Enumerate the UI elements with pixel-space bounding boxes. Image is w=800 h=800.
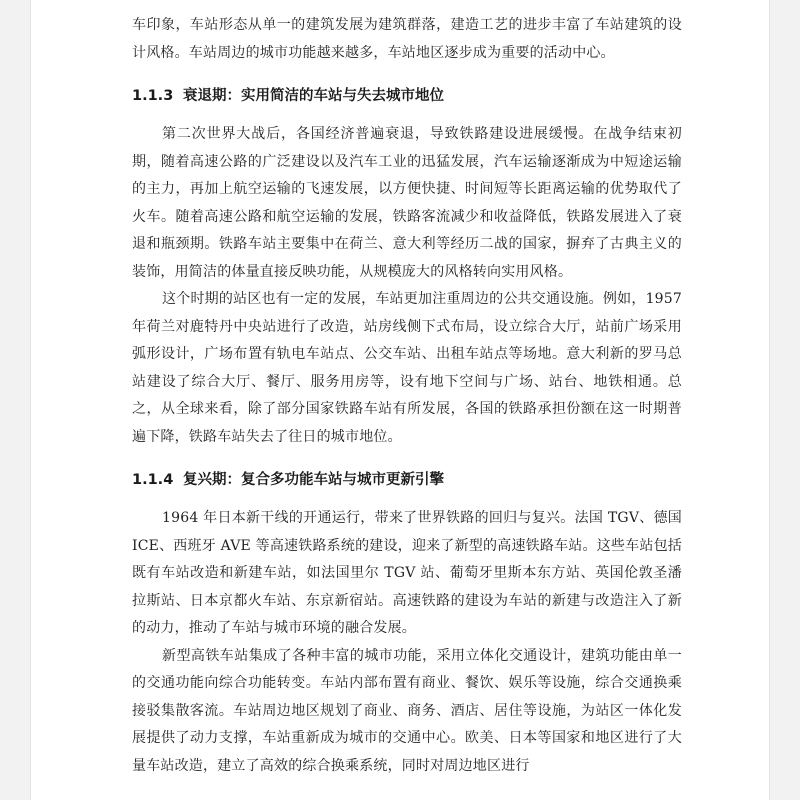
section-heading-1-1-3 (132, 86, 682, 106)
section-title: 衰退期：实用简洁的车站与失去城市地位 (183, 88, 444, 104)
section-number: 1.1.3 (132, 88, 174, 104)
paragraph: 1964 年日本新干线的开通运行，带来了世界铁路的回归与复兴。法国 TGV、德国 ICE、西班牙 AVE 等高速铁路系统的建设，迎来了新型的高速铁路车站。这些车站包括既有车站改造和新建车站，如法国里尔 TGV 站、葡萄牙里斯本东方站、英国伦敦圣潘拉斯站、日本京都火车站、东京新宿站。高速铁路的建设为车站的新建与改造注入了新的动力，推动了车站与城市环境的融合发展。 (132, 510, 682, 636)
paragraph: 第二次世界大战后，各国经济普遍衰退，导致铁路建设进展缓慢。在战争结束初期，随着高速公路的广泛建设以及汽车工业的迅猛发展，汽车运输逐渐成为中短途运输的主力，再加上航空运输的飞速发展，以方便快捷、时间短等长距离运输的优势取代了火车。随着高速公路和航空运输的发展，铁路客流减少和收益降低，铁路发展进入了衰退和瓶颈期。铁路车站主要集中在荷兰、意大利等经历二战的国家，摒弃了古典主义的装饰，用简洁的体量直接反映功能，从规模庞大的风格转向实用风格。 (132, 126, 682, 280)
paragraph: 这个时期的站区也有一定的发展，车站更加注重周边的公共交通设施。例如，1957 年荷兰对鹿特丹中央站进行了改造，站房线侧下式布局，设立综合大厅，站前广场采用弧形设计，广场布置有轨电车站点、公交车站、出租车站点等场地。意大利新的罗马总站建设了综合大厅、餐厅、服务用房等，设有地下空间与广场、站台、地铁相通。总之，从全球来看，除了部分国家铁路车站有所发展，各国的铁路承担份额在这一时期普遍下降，铁路车站失去了往日的城市地位。 (132, 291, 682, 445)
paragraph: 新型高铁车站集成了各种丰富的城市功能，采用立体化交通设计，建筑功能由单一的交通功能向综合功能转变。车站内部布置有商业、餐饮、娱乐等设施，综合交通换乘接驳集散客流。车站周边地区规划了商业、商务、酒店、居住等设施，为站区一体化发展提供了动力支撑，车站重新成为城市的交通中心。欧美、日本等国家和地区进行了大量车站改造，建立了高效的综合换乘系统，同时对周边地区进行 (132, 647, 682, 774)
section-heading-1-1-4 (132, 470, 682, 490)
section-title: 复兴期：复合多功能车站与城市更新引擎 (183, 472, 444, 488)
document-page (30, 0, 770, 800)
document-body (132, 12, 682, 780)
intro-paragraph: 车印象，车站形态从单一的建筑发展为建筑群落，建造工艺的进步丰富了车站建筑的设计风格。车站周边的城市功能越来越多，车站地区逐步成为重要的活动中心。 (132, 17, 682, 61)
section-number: 1.1.4 (132, 472, 174, 488)
